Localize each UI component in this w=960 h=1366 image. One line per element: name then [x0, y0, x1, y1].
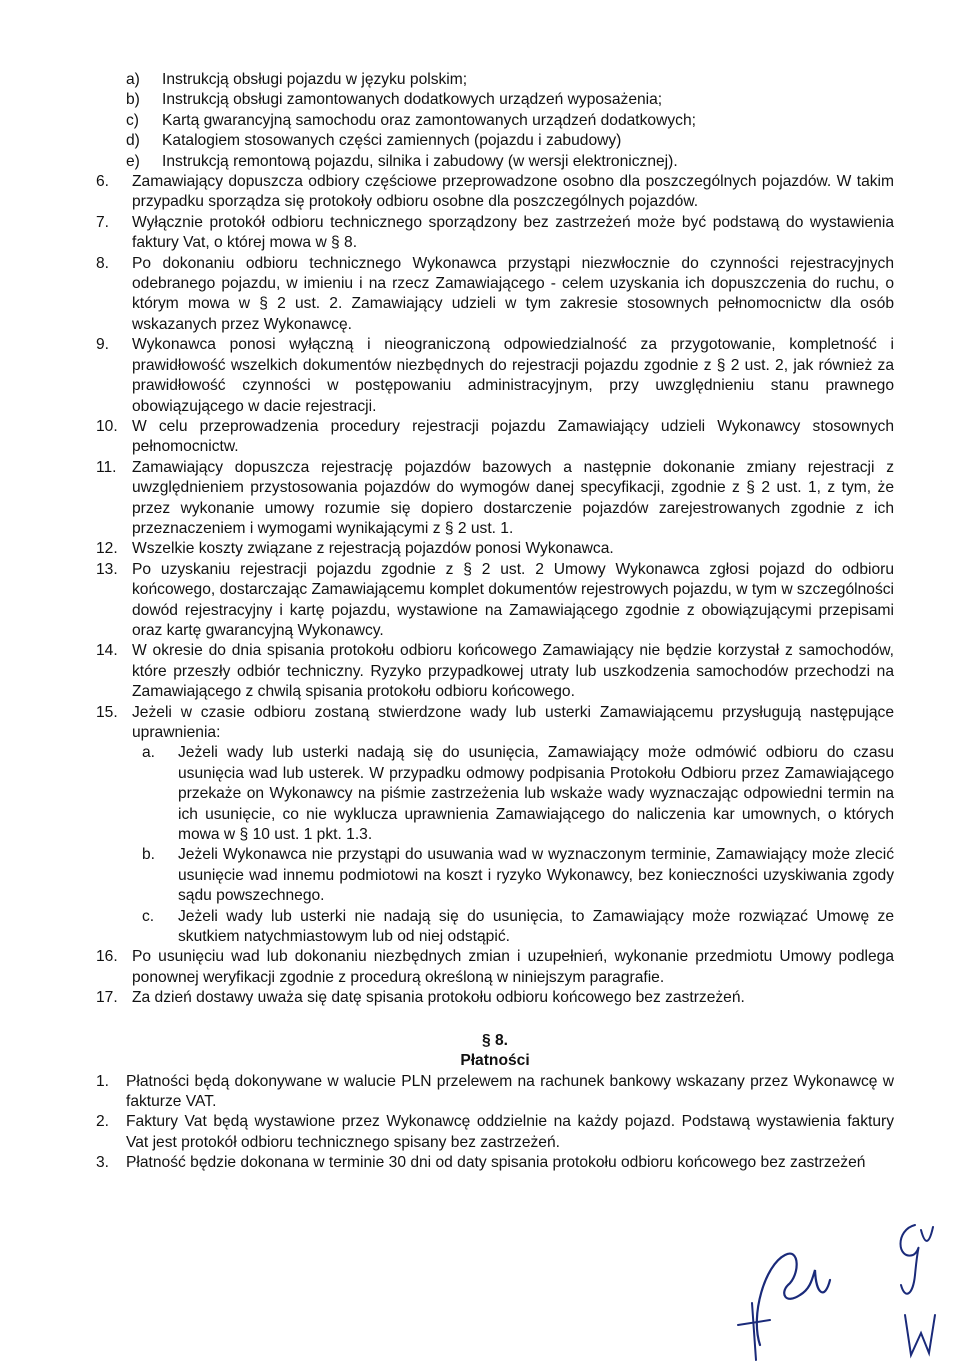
list-text: Jeżeli Wykonawca nie przystąpi do usuwania wad w wyznaczonym terminie, Zamawiający może zlecić usunięcie wad innemu podmiotowi na koszt i ryzyko Wykonawcy, bez konieczności uzyskiwania zgody sądu powszechnego. [178, 846, 894, 905]
list-item [96, 458, 894, 540]
section-heading [96, 1031, 894, 1072]
list-marker: d) [126, 132, 140, 150]
list-item [96, 152, 894, 172]
list-marker: c. [142, 907, 155, 925]
list-text: W celu przeprowadzenia procedury rejestracji pojazdu Zamawiający udzieli Wykonawcy stosownych pełnomocnictw. [132, 417, 894, 456]
list-item [96, 335, 894, 417]
attachment-sublist [96, 70, 894, 172]
list-item [96, 845, 894, 906]
list-marker: b) [126, 91, 140, 109]
list-marker: 10. [96, 417, 118, 435]
list-item [96, 1072, 894, 1113]
list-item [96, 907, 894, 948]
list-marker: 7. [96, 213, 110, 231]
list-marker: c) [126, 111, 139, 129]
list-text: Faktury Vat będą wystawione przez Wykonawcę oddzielnie na każdy pojazd. Podstawą wystawienia faktury Vat jest protokół odbioru technicznego spisany bez zastrzeżeń. [126, 1113, 894, 1151]
list-text: Po uzyskaniu rejestracji pojazdu zgodnie z § 2 ust. 2 Umowy Wykonawca zgłosi pojazd do odbioru końcowego, dostarczając Zamawiającemu komplet dokumentów rejestrowych pojazdu, w tym w szczególności dowód rejestracyjny i kartę pojazdu, wystawione na Zamawiającego zgodnie z obowiązującymi przepisami oraz kartę gwarancyjną Wykonawcy. [132, 560, 894, 639]
list-text: Jeżeli w czasie odbioru zostaną stwierdzone wady lub usterki Zamawiającemu przysługują następujące uprawnienia: [132, 703, 894, 741]
list-marker: b. [142, 846, 156, 864]
list-item [96, 70, 894, 90]
list-text: Instrukcją remontową pojazdu, silnika i zabudowy (w wersji elektronicznej). [162, 152, 678, 170]
list-text: Zamawiający dopuszcza rejestrację pojazdów bazowych a następnie dokonanie zmiany rejestracji z uwzględnieniem przystosowania pojazdów do wymogów danej specyfikacji, zgodnie z § 2 ust. 1, z tym, że przez wykonanie umowy rozumie się dopiero dostarczenie pojazdów zarejestrowanych zgodnie z ich przeznaczeniem i wymogami wynikającymi z § 2 ust. 1. [132, 458, 894, 537]
list-item [96, 417, 894, 458]
list-item [96, 988, 894, 1008]
list-text: Katalogiem stosowanych części zamiennych (pojazdu i zabudowy) [162, 132, 622, 150]
list-text: Wszelkie koszty związane z rejestracją pojazdów ponosi Wykonawca. [132, 540, 614, 558]
list-item [96, 172, 894, 213]
list-text: W okresie do dnia spisania protokołu odbioru końcowego Zamawiający nie będzie korzystał z samochodów, które przeszły odbiór techniczny. Ryzyko przypadkowej utraty lub uszkodzenia samochodów przechodzi na Zamawiającego z chwilą spisania protokołu odbioru końcowego. [132, 642, 894, 701]
list-item [96, 1112, 894, 1153]
list-marker: 3. [96, 1154, 110, 1172]
payments-list [96, 1072, 894, 1174]
list-item [96, 947, 894, 988]
section-number: § 8. [481, 1031, 508, 1049]
list-text: Kartą gwarancyjną samochodu oraz zamontowanych urządzeń dodatkowych; [162, 111, 696, 129]
list-item [96, 131, 894, 151]
handwritten-initials [885, 1215, 945, 1365]
numbered-list-continued [96, 947, 894, 1008]
list-text: Wykonawca ponosi wyłączną i nieograniczoną odpowiedzialność za przygotowanie, kompletność i prawidłowość wszelkich dokumentów niezbędnych do rejestracji pojazdu zgodnie z § 2 ust. 2, jak również za prawidłowość czynności w postępowaniu administracyjnym, przy uwzględnieniu stanu prawnego obowiązującego w dacie rejestracji. [132, 336, 894, 415]
list-text: Jeżeli wady lub usterki nie nadają się do usunięcia, to Zamawiający może rozwiązać Umowę ze skutkiem natychmiastowym lub od niej odstąpić. [178, 907, 894, 946]
list-item [96, 90, 894, 110]
list-marker: e) [126, 152, 140, 170]
list-marker: 14. [96, 642, 118, 660]
remedies-sublist [96, 743, 894, 947]
list-marker: 17. [96, 989, 118, 1007]
list-marker: 16. [96, 948, 118, 966]
list-text: Instrukcją obsługi zamontowanych dodatkowych urządzeń wyposażenia; [162, 91, 663, 109]
list-marker: 11. [96, 458, 117, 476]
list-marker: 15. [96, 703, 118, 721]
handwritten-signature [730, 1225, 850, 1365]
list-text: Zamawiający dopuszcza odbiory częściowe przeprowadzone osobno dla poszczególnych pojazdów. W takim przypadku sporządza się protokoły odbioru osobne dla poszczególnych pojazdów. [132, 173, 894, 211]
list-item [96, 213, 894, 254]
list-item [96, 641, 894, 702]
list-marker: 1. [96, 1072, 110, 1090]
list-marker: 9. [96, 336, 110, 354]
list-marker: 8. [96, 254, 110, 272]
list-item [96, 703, 894, 744]
list-text: Po usunięciu wad lub dokonaniu niezbędnych zmian i uzupełnień, wykonanie przedmiotu Umowy podlega ponownej weryfikacji zgodnie z procedurą określoną w niniejszym paragrafie. [132, 948, 894, 986]
list-text: Jeżeli wady lub usterki nadają się do usunięcia, Zamawiający może odmówić odbioru do czasu usunięcia wad lub usterek. W przypadku odmowy podpisania Protokołu Odbioru przez Zamawiającego przekaże on Wykonawcy na piśmie zastrzeżenia lub wskaże wady wyznaczając odpowiedni termin na ich usunięcie, co nie wyklucza uprawnienia Zamawiającego do naliczenia kar umownych, o których mowa w § 10 ust. 1 pkt. 1.3. [178, 744, 894, 844]
list-marker: a) [126, 71, 140, 88]
list-marker: 13. [96, 560, 118, 578]
list-marker: 12. [96, 540, 118, 558]
list-marker: a. [142, 744, 156, 762]
list-item [96, 254, 894, 336]
list-text: Płatności będą dokonywane w walucie PLN przelewem na rachunek bankowy wskazany przez Wykonawcę w fakturze VAT. [126, 1072, 894, 1110]
list-item [96, 560, 894, 642]
list-text: Za dzień dostawy uważa się datę spisania protokołu odbioru końcowego bez zastrzeżeń. [132, 989, 745, 1007]
numbered-list [96, 172, 894, 743]
list-item [96, 1153, 894, 1173]
list-marker: 2. [96, 1113, 110, 1131]
list-item [96, 539, 894, 559]
section-title: Płatności [460, 1052, 530, 1070]
list-text: Płatność będzie dokonana w terminie 30 dni od daty spisania protokołu odbioru końcowego bez zastrzeżeń [126, 1154, 866, 1172]
list-text: Wyłącznie protokół odbioru technicznego sporządzony bez zastrzeżeń może być podstawą do wystawienia faktury Vat, o której mowa w § 8. [132, 213, 894, 252]
document-body [96, 70, 894, 1174]
list-text: Instrukcją obsługi pojazdu w języku polskim; [162, 71, 468, 88]
list-marker: 6. [96, 173, 110, 191]
list-text: Po dokonaniu odbioru technicznego Wykonawca przystąpi niezwłocznie do czynności rejestracyjnych odebranego pojazdu, w imieniu i na rzecz Zamawiającego - celem uzyskania ich dopuszczenia do ruchu, o którym mowa w § 2 ust. 2. Zamawiający udzieli w tym zakresie stosownych pełnomocnictw dla osób wskazanych przez Wykonawcę. [132, 254, 894, 333]
list-item [96, 743, 894, 845]
list-item [96, 111, 894, 131]
